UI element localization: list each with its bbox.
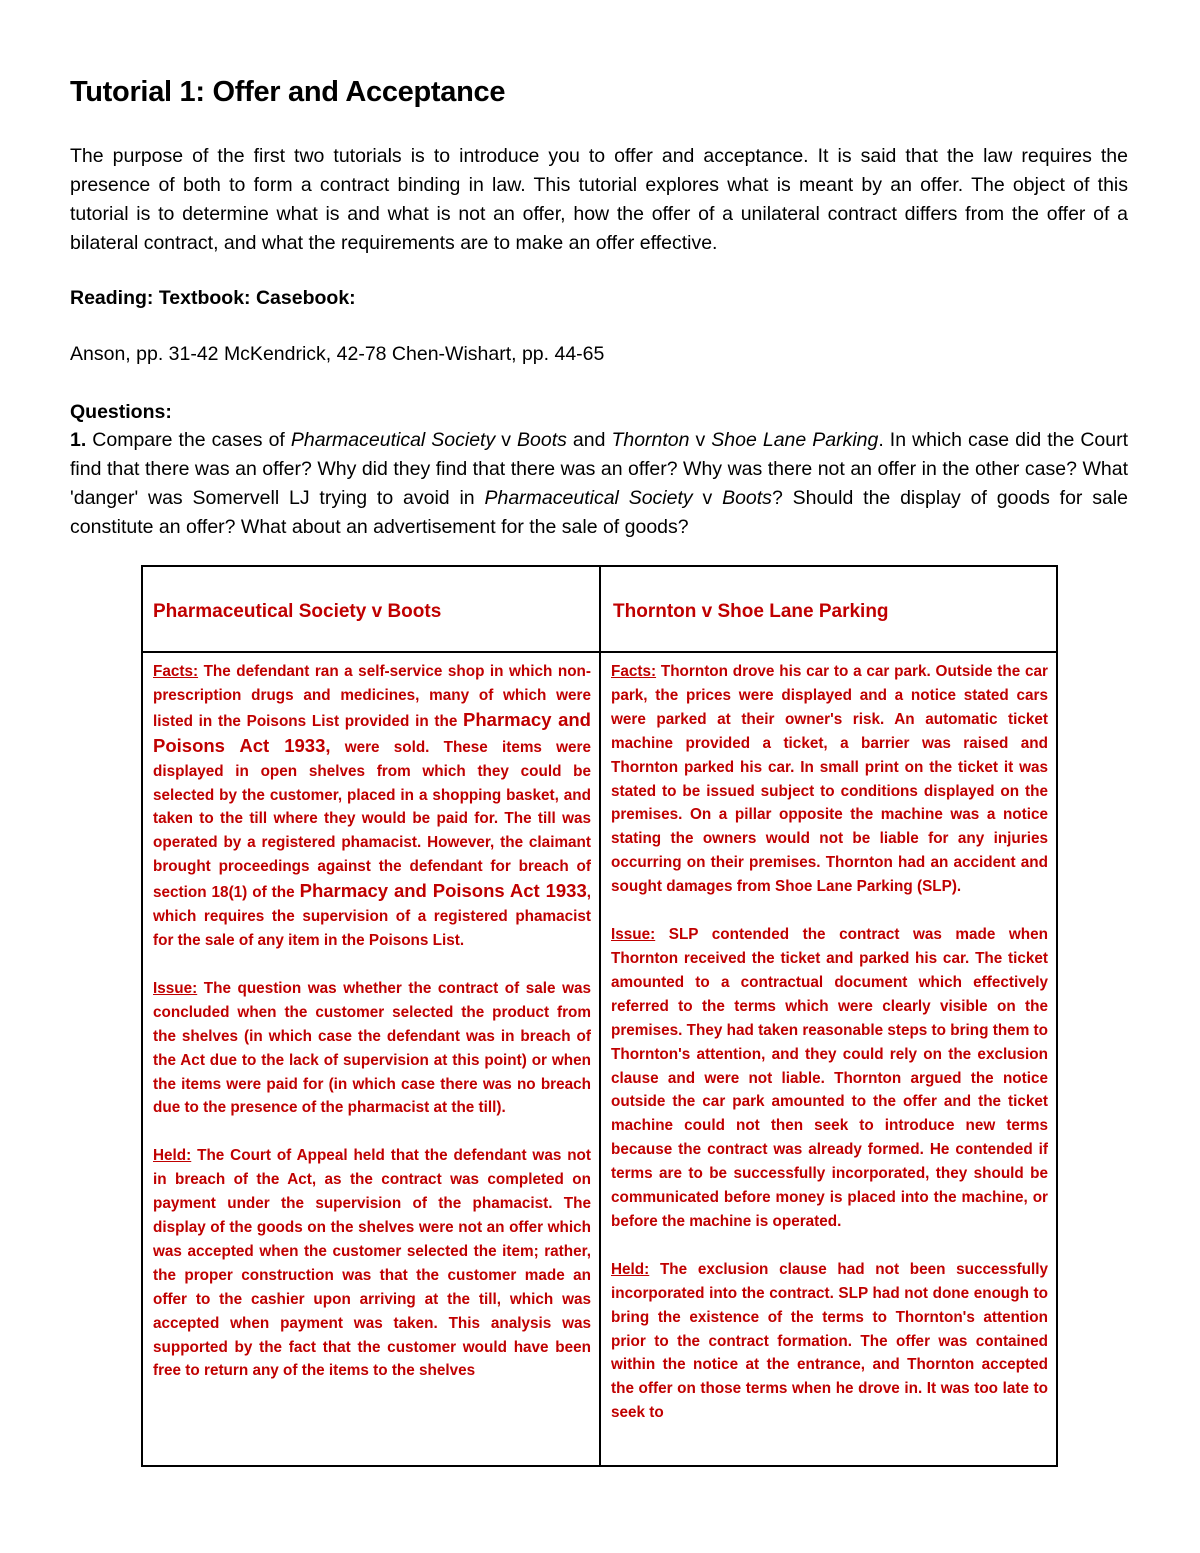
table-header-thornton: Thornton v Shoe Lane Parking: [613, 601, 889, 622]
case-name: Pharmaceutical Society: [290, 429, 496, 451]
boots-issue: [153, 977, 591, 1120]
issue-text: The question was whether the contract of sale was concluded when the customer selected the product from the shelves (in which case the defendant was in breach of the Act due to the lack of supervision at this point) or when the items were paid for (in which case there was no breach due to the presence of the pharmacist at the till).: [153, 979, 591, 1117]
table-header-boots: Pharmaceutical Society v Boots: [153, 601, 442, 622]
held-text: The Court of Appeal held that the defendant was not in breach of the Act, as the contract was completed on payment under the supervision of the phamacist. The display of the goods on the shelves were not an offer which was accepted when the customer selected the item; rather, the proper construction was that the customer made an offer to the cashier upon arriving at the till, which was accepted when payment was taken. This analysis was supported by the fact that the customer would have been free to return any of the items to the shelves: [153, 1147, 591, 1380]
facts-label: Facts:: [611, 663, 657, 680]
act-name: Pharmacy and Poisons Act 1933: [299, 880, 587, 902]
facts-text: Thornton drove his car to a car park. Outside the car park, the prices were displayed and a notice stated cars were parked at their owner's risk. An automatic ticket machine provided a ticket, a barrier was raised and Thornton parked his car. In small print on the ticket it was stated to be issued subject to conditions displayed on the premises. On a pillar opposite the machine was a notice stating the owners would not be liable for any injuries occurring on their premises. Thornton had an accident and sought damages from Shoe Lane Parking (SLP).: [611, 663, 1048, 896]
case-name: Shoe Lane Parking: [711, 429, 879, 451]
issue-label: Issue:: [611, 926, 656, 944]
facts-text: The defendant ran a self-service shop in which non-prescription drugs and medicines, many of which were listed in the Poisons List provided in the: [153, 663, 591, 730]
case-name: Boots: [722, 487, 772, 509]
facts-label: Facts:: [153, 663, 199, 680]
reading-references: Anson, pp. 31-42 McKendrick, 42-78 Chen-Wishart, pp. 44-65: [70, 343, 605, 365]
question-text: Compare the cases of: [86, 429, 291, 451]
held-label: Held:: [611, 1260, 650, 1278]
question-text: . In which case did the Court find that there was an offer? Why did they find that there was an offer? Why was there not an offer in the other case? What 'danger' was Somervell LJ trying to avoid in: [70, 429, 1129, 509]
boots-facts: [153, 660, 591, 953]
questions-heading: Questions:: [70, 401, 172, 423]
question-number: 1.: [70, 429, 87, 451]
thornton-facts: [611, 660, 1048, 899]
act-name: Pharmacy and Poisons Act 1933,: [153, 708, 591, 756]
case-comparison-table: [141, 565, 1058, 1467]
thornton-case-cell: [611, 660, 1048, 1455]
issue-text: SLP contended the contract was made when Thornton received the ticket and parked his car. The ticket amounted to a contractual document which effectively referred to the terms which were clearly visible on the premises. They had taken reasonable steps to bring them to Thornton's attention, and they could rely on the exclusion clause and were not liable. Thornton argued the notice outside the car park amounted to the offer and the ticket machine could not then seek to introduce new terms because the contract was already formed. He contended if terms are to be successfully incorporated, they should be communicated before money is placed into the machine, or before the machine is operated.: [611, 926, 1048, 1230]
facts-text: , which requires the supervision of a registered phamacist for the sale of any item in the Poisons List.: [153, 884, 591, 949]
held-label: Held:: [153, 1147, 192, 1165]
page-title: Tutorial 1: Offer and Acceptance: [70, 76, 506, 108]
boots-case-cell: [153, 660, 591, 1455]
issue-label: Issue:: [153, 979, 198, 997]
question-text: ? Should the display of goods for sale constitute an offer? What about an advertisement for the sale of goods?: [70, 487, 1129, 538]
question-text: v: [692, 487, 723, 509]
case-name: Thornton: [611, 429, 690, 451]
facts-text: were sold. These items were displayed in open shelves from which they could be selected by the customer, placed in a shopping basket, and taken to the till where they would be paid for. The till was operated by a registered phamacist. However, the claimant brought proceedings against the defendant for breach of section 18(1) of the: [153, 738, 591, 902]
question-text: v: [689, 429, 712, 451]
reading-label: Reading: Textbook: Casebook:: [70, 287, 356, 309]
column-divider: [599, 567, 601, 1467]
boots-held: [153, 1144, 591, 1383]
case-name: Boots: [517, 429, 567, 451]
held-text: The exclusion clause had not been successfully incorporated into the contract. SLP had not done enough to bring the existence of the terms to Thornton's attention prior to the contract formation. The offer was contained within the notice at the entrance, and Thornton accepted the offer on those terms when he drove in. It was too late to seek to: [611, 1260, 1048, 1422]
intro-paragraph: The purpose of the first two tutorials is to introduce you to offer and acceptance. It is said that the law requires the presence of both to form a contract binding in law. This tutorial explores what is meant by an offer. The object of this tutorial is to determine what is and what is not an offer, how the offer of a unilateral contract differs from the offer of a bilateral contract, and what the requirements are to make an offer effective.: [70, 145, 1128, 254]
question-text: v: [495, 429, 517, 451]
question-text: and: [566, 429, 612, 451]
case-name: Pharmaceutical Society: [484, 487, 693, 509]
header-divider: [143, 651, 1056, 653]
question-1: [70, 426, 1128, 542]
thornton-issue: [611, 923, 1048, 1234]
thornton-held: [611, 1258, 1048, 1425]
